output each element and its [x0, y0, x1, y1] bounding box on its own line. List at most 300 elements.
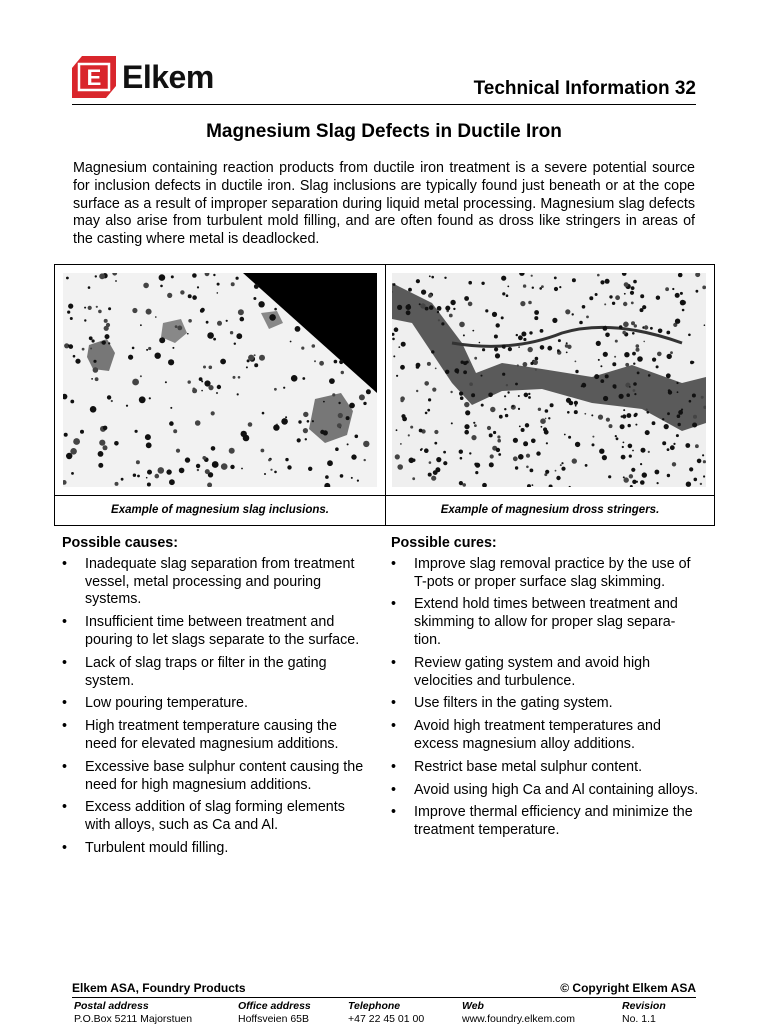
speckle	[615, 295, 620, 300]
speckle	[673, 443, 675, 445]
speckle	[71, 472, 74, 475]
speckle	[557, 349, 560, 352]
speckle	[329, 378, 335, 384]
speckle	[633, 382, 637, 386]
speckle	[314, 360, 316, 362]
speckle	[420, 449, 422, 451]
speckle	[397, 464, 403, 470]
speckle	[609, 295, 612, 298]
speckle	[554, 277, 557, 280]
speckle	[680, 300, 686, 306]
speckle	[526, 454, 530, 458]
speckle	[274, 471, 277, 474]
speckle	[192, 295, 197, 300]
bullet: •	[391, 781, 397, 798]
bullet: •	[391, 654, 397, 671]
speckle	[631, 286, 635, 290]
speckle	[622, 331, 626, 335]
speckle	[644, 325, 648, 329]
speckle	[68, 304, 73, 309]
speckle	[702, 454, 704, 456]
speckle	[298, 420, 301, 423]
speckle	[196, 464, 200, 468]
speckle	[236, 277, 239, 280]
speckle	[468, 281, 472, 285]
speckle	[431, 350, 434, 353]
speckle	[155, 353, 161, 359]
list-item-text: Use filters in the gating system.	[414, 695, 613, 712]
caption-dross-stringers: Example of magnesium dross stringers.	[440, 504, 660, 516]
speckle	[550, 403, 554, 407]
speckle	[554, 287, 558, 291]
speckle	[623, 322, 629, 328]
speckle	[622, 414, 626, 418]
speckle	[662, 418, 664, 420]
speckle	[506, 384, 508, 386]
speckle	[648, 374, 651, 377]
speckle	[398, 346, 400, 348]
list-item-text: Excessive base sulphur content causing the need for high magnesium additions.	[85, 758, 364, 793]
speckle	[675, 319, 680, 324]
speckle	[234, 343, 236, 345]
speckle	[567, 411, 570, 414]
speckle	[695, 444, 699, 448]
speckle	[666, 331, 670, 335]
web-label: Web	[462, 1000, 484, 1012]
speckle	[676, 434, 679, 437]
speckle	[146, 442, 152, 448]
speckle	[472, 330, 474, 332]
speckle	[217, 385, 221, 389]
speckle	[285, 416, 287, 418]
speckle	[303, 412, 308, 417]
speckle	[676, 382, 678, 384]
speckle	[605, 333, 610, 338]
speckle	[274, 388, 277, 391]
speckle	[523, 362, 528, 367]
speckle	[559, 286, 561, 288]
speckle	[532, 287, 534, 289]
speckle	[667, 474, 670, 477]
speckle	[217, 283, 220, 286]
speckle	[640, 294, 644, 298]
speckle	[429, 305, 434, 310]
speckle	[93, 367, 99, 373]
speckle	[115, 280, 117, 282]
speckle	[496, 323, 500, 327]
speckle	[89, 336, 93, 340]
speckle	[612, 302, 615, 305]
speckle	[169, 479, 175, 485]
speckle	[541, 285, 544, 288]
speckle	[643, 341, 645, 343]
speckle	[656, 365, 659, 368]
speckle	[431, 276, 434, 279]
speckle	[75, 359, 80, 364]
speckle	[568, 436, 571, 439]
speckle	[132, 347, 135, 350]
speckle	[623, 409, 625, 411]
speckle	[605, 279, 610, 284]
speckle	[427, 362, 431, 366]
speckle	[696, 290, 699, 293]
bullet: •	[62, 695, 68, 712]
speckle	[434, 442, 437, 445]
speckle	[471, 435, 476, 440]
list-item-text: Avoid high treatment temperatures and excess magnesium alloy additions.	[414, 718, 661, 752]
speckle	[518, 408, 520, 410]
speckle	[305, 438, 307, 440]
speckle	[518, 335, 523, 340]
speckle	[600, 365, 602, 367]
speckle	[508, 347, 512, 351]
micrograph-slag-inclusions	[63, 273, 377, 487]
speckle	[441, 322, 444, 325]
speckle	[636, 348, 640, 352]
list-item-text: Extend hold times between treatment and skimming to allow for proper slag separa-tion.	[414, 596, 678, 648]
speckle	[341, 371, 344, 374]
cures-list	[391, 556, 701, 840]
speckle	[105, 334, 110, 339]
speckle	[599, 449, 604, 454]
brand-name: Elkem	[122, 58, 214, 95]
speckle	[400, 443, 402, 445]
speckle	[201, 390, 203, 392]
speckle	[703, 475, 705, 477]
speckle	[656, 296, 660, 300]
speckle	[357, 480, 359, 482]
speckle	[312, 420, 314, 422]
speckle	[469, 452, 471, 454]
speckle	[419, 303, 421, 305]
speckle	[531, 439, 536, 444]
speckle	[115, 482, 119, 486]
speckle	[185, 457, 190, 462]
speckle	[475, 471, 478, 474]
speckle	[502, 292, 505, 295]
speckle	[598, 359, 600, 361]
speckle	[339, 360, 343, 364]
bullet: •	[62, 839, 68, 856]
speckle	[624, 477, 629, 482]
speckle	[548, 417, 550, 419]
speckle	[95, 377, 99, 381]
speckle	[600, 280, 604, 284]
speckle	[171, 275, 174, 278]
speckle	[594, 374, 599, 379]
speckle	[248, 422, 253, 427]
speckle	[176, 449, 180, 453]
speckle	[609, 424, 613, 428]
speckle	[506, 294, 509, 297]
figure-table	[54, 264, 715, 526]
intro-paragraph: Magnesium containing reaction products from ductile iron treatment is a severe potential source for inclusion defects in ductile iron. Slag inclusions are typically found just beneath or at the cope surface as a result of improper separation during liquid metal processing. Magnesium slag defects may also arise from turbulent mold filling, and are often found as dross like stringers in areas of the casting where metal is deadlocked.	[73, 160, 695, 248]
speckle	[459, 392, 463, 396]
speckle	[220, 359, 226, 365]
bullet: •	[62, 758, 68, 775]
speckle	[393, 283, 396, 286]
speckle	[445, 370, 449, 374]
speckle	[395, 454, 400, 459]
speckle	[666, 373, 671, 378]
speckle	[501, 276, 506, 281]
speckle	[531, 275, 533, 277]
speckle	[633, 389, 636, 392]
speckle	[172, 347, 174, 349]
speckle	[92, 339, 95, 342]
figure-divider-vertical	[385, 265, 386, 525]
speckle	[481, 404, 484, 407]
speckle	[268, 459, 271, 462]
speckle	[685, 443, 690, 448]
caption-slag-inclusions: Example of magnesium slag inclusions.	[111, 504, 329, 516]
list-item-text: Excess addition of slag forming elements with alloys, such as Ca and Al.	[85, 799, 345, 834]
speckle	[490, 454, 494, 458]
speckle	[540, 329, 544, 333]
list-item-text: Turbulent mould filling.	[85, 839, 229, 856]
speckle	[479, 342, 481, 344]
speckle	[615, 435, 617, 437]
speckle	[209, 366, 213, 370]
speckle	[624, 352, 629, 357]
speckle	[93, 360, 96, 363]
speckle	[95, 275, 97, 277]
speckle	[241, 431, 247, 437]
speckle	[68, 345, 70, 347]
speckle	[488, 393, 493, 398]
speckle	[121, 478, 124, 481]
speckle	[646, 409, 648, 411]
list-item	[62, 718, 372, 754]
speckle	[366, 389, 371, 394]
office-value: Hoffsveien 65B	[238, 1013, 310, 1025]
list-item	[62, 759, 372, 795]
list-item	[62, 614, 372, 650]
speckle	[469, 382, 473, 386]
speckle	[158, 467, 165, 474]
speckle	[438, 319, 440, 321]
causes-heading: Possible causes:	[62, 535, 179, 551]
speckle	[525, 423, 529, 427]
speckle	[66, 453, 72, 459]
speckle	[556, 476, 560, 480]
speckle	[140, 375, 142, 377]
footer-phone	[348, 1000, 424, 1025]
web-value[interactable]: www.foundry.elkem.com	[462, 1013, 576, 1025]
speckle	[575, 370, 578, 373]
speckle	[340, 474, 344, 478]
list-item-text: Improve thermal efficiency and minimize the treatment temperature.	[414, 804, 693, 839]
speckle	[667, 448, 670, 451]
speckle	[450, 300, 455, 305]
speckle	[145, 434, 151, 440]
speckle	[624, 293, 626, 295]
speckle	[335, 447, 339, 451]
speckle	[528, 396, 531, 399]
figure-divider-horizontal	[55, 495, 714, 496]
speckle	[547, 346, 552, 351]
speckle	[407, 304, 410, 307]
speckle	[689, 467, 693, 471]
list-item	[391, 655, 701, 691]
speckle	[641, 448, 646, 453]
speckle	[463, 334, 465, 336]
speckle	[303, 428, 308, 433]
speckle	[566, 342, 568, 344]
bullet: •	[62, 654, 68, 671]
speckle	[474, 463, 477, 466]
speckle	[88, 306, 92, 310]
list-item-text: Review gating system and avoid high velocities and turbulence.	[414, 654, 651, 689]
speckle	[327, 460, 333, 466]
speckle	[492, 312, 497, 317]
speckle	[501, 316, 504, 319]
speckle	[566, 352, 568, 354]
list-item	[391, 596, 701, 649]
speckle	[200, 309, 204, 313]
speckle	[614, 356, 616, 358]
speckle	[598, 415, 603, 420]
speckle	[197, 469, 199, 471]
speckle	[507, 391, 509, 393]
speckle	[602, 455, 607, 460]
speckle	[133, 474, 136, 477]
speckle	[626, 393, 630, 397]
speckle	[561, 462, 563, 464]
speckle	[693, 415, 697, 419]
speckle	[603, 396, 608, 401]
speckle	[645, 430, 650, 435]
speckle	[149, 397, 151, 399]
list-item-text: Improve slag removal practice by the use of T-pots or proper surface slag skimming.	[414, 555, 691, 590]
speckle	[338, 413, 343, 418]
speckle	[485, 309, 488, 312]
speckle	[507, 286, 509, 288]
speckle	[619, 394, 624, 399]
speckle	[546, 442, 548, 444]
speckle	[461, 361, 464, 364]
speckle	[337, 423, 342, 428]
speckle	[259, 355, 265, 361]
speckle	[575, 442, 580, 447]
speckle	[504, 408, 506, 410]
speckle	[670, 445, 675, 450]
list-item	[391, 556, 701, 592]
speckle	[308, 467, 312, 471]
speckle	[396, 429, 398, 431]
speckle	[460, 396, 464, 400]
speckle	[625, 363, 629, 367]
speckle	[207, 332, 214, 339]
footer-top-row	[72, 981, 696, 998]
speckle	[692, 423, 697, 428]
speckle	[694, 478, 698, 482]
speckle	[170, 407, 172, 409]
speckle	[66, 277, 69, 280]
speckle	[73, 355, 76, 358]
speckle	[482, 348, 485, 351]
list-item	[62, 695, 372, 713]
speckle	[99, 273, 105, 279]
speckle	[208, 385, 213, 390]
speckle	[363, 402, 366, 405]
speckle	[519, 426, 521, 428]
speckle	[518, 395, 520, 397]
speckle	[466, 361, 469, 364]
speckle	[261, 449, 265, 453]
speckle	[521, 332, 526, 337]
speckle	[231, 282, 235, 286]
speckle	[613, 384, 617, 388]
speckle	[657, 352, 662, 357]
revision-label: Revision	[622, 1000, 666, 1012]
office-label: Office address	[238, 1000, 311, 1012]
speckle	[179, 468, 185, 474]
speckle	[631, 468, 635, 472]
speckle	[103, 445, 108, 450]
speckle	[596, 341, 601, 346]
speckle	[106, 323, 110, 327]
footer-revision	[622, 1000, 666, 1025]
speckle	[188, 380, 191, 383]
bullet: •	[62, 718, 68, 735]
speckle	[697, 459, 702, 464]
speckle	[612, 362, 616, 366]
list-item	[391, 695, 701, 713]
speckle	[692, 394, 696, 398]
speckle	[230, 465, 234, 469]
speckle	[140, 324, 142, 326]
speckle	[351, 477, 353, 479]
speckle	[629, 474, 633, 478]
speckle	[188, 294, 192, 298]
speckle	[202, 456, 206, 460]
speckle	[355, 435, 359, 439]
speckle	[80, 430, 84, 434]
speckle	[177, 326, 182, 331]
speckle	[574, 401, 578, 405]
phone-label: Telephone	[348, 1000, 401, 1012]
speckle	[96, 306, 98, 308]
speckle	[632, 450, 634, 452]
speckle	[307, 420, 310, 423]
speckle	[103, 426, 108, 431]
speckle	[502, 373, 505, 376]
speckle	[410, 426, 413, 429]
speckle	[564, 434, 566, 436]
speckle	[481, 282, 484, 285]
speckle	[230, 331, 233, 334]
speckle	[523, 441, 528, 446]
speckle	[545, 470, 549, 474]
speckle	[603, 352, 608, 357]
doc-label: Technical Information 32	[473, 78, 696, 99]
speckle	[435, 368, 437, 370]
speckle	[657, 482, 659, 484]
speckle	[416, 363, 421, 368]
speckle	[623, 442, 625, 444]
speckle	[135, 430, 138, 433]
speckle	[285, 458, 288, 461]
speckle	[213, 274, 215, 276]
speckle	[160, 285, 163, 288]
speckle	[431, 476, 436, 481]
speckle	[217, 321, 222, 326]
speckle	[64, 433, 68, 437]
list-item-text: Avoid using high Ca and Al containing alloys.	[414, 781, 699, 798]
speckle	[401, 365, 403, 367]
speckle	[428, 473, 432, 477]
